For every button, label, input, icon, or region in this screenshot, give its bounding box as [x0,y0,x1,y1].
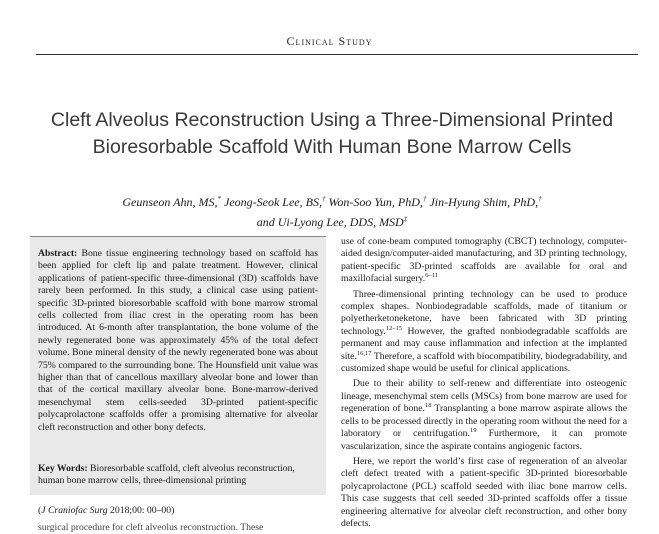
keywords [38,463,318,488]
body-text: Furthermore, it can promote vascularization, since the aspirate contains angiogenic factors. [341,428,627,452]
citation-ref: 18 [424,402,432,410]
truncated-text-line: surgical procedure for cleft alveolus reconstruction. These [38,522,264,533]
citation-ref: 16,17 [356,349,372,357]
author: Geunseon Ahn, MS,* [122,195,221,209]
body-text: Three-dimensional printing technology can be used to produce complex shapes. Nonbiodegradable scaffolds, made of titanium or polyetherketoneketone, have been fabricated with 3D printing technology. [341,288,627,337]
body-text: Transplanting a bone marrow aspirate allows the cells to be processed directly in the operating room without the need for a laboratory or centrifugation. [341,403,627,440]
body-text: use of cone-beam computed tomography (CBCT) technology, computer-aided design/computer-aided manufacturing, and 3D printing technology, patient-specific 3D-printed scaffolds are available for oral and maxillofacial surgery. [341,236,627,285]
author: and Ui-Lyong Lee, DDS, MSD‡ [256,215,408,229]
body-paragraph [341,289,627,376]
citation: (J Craniofac Surg 2018;00: 00–00) [38,505,175,516]
body-paragraph [341,456,627,530]
author-list [30,191,634,231]
keywords-label: Key Words: [38,463,88,474]
body-text-column [341,236,627,533]
body-text: Due to their ability to self-renew and differentiate into osteogenic lineage, mesenchymal stem cells (MSCs) from bone marrow are used for regeneration of bone. [341,378,627,415]
body-text: However, the grafted nonbiodegradable scaffolds are permanent and may cause inflammation and infection at the implanted site. [341,325,627,362]
citation-ref: 12–15 [385,324,403,332]
abstract [38,248,318,434]
article-title: Cleft Alveolus Reconstruction Using a Three-Dimensional Printed Bioresorbable Scaffold With Human Bone Marrow Cells [50,109,614,159]
journal-name: J Craniofac Surg [41,505,108,516]
citation-details: 2018;00: 00–00) [107,505,175,516]
abstract-label: Abstract: [38,248,78,259]
body-text: Here, we report the world’s first case of regeneration of an alveolar cleft defect treated with a patient-specific 3D-printed bioresorbable polycaprolactone (PCL) scaffold seeded with iliac bone marrow cells. This case suggests that cell seeded 3D-printed scaffolds offer a tissue engineering alternative for alveolar cleft reconstruction, and other bony defects. [341,455,627,529]
body-text: Therefore, a scaffold with biocompatibility, biodegradability, and customized shape would be useful for clinical applications. [341,350,627,375]
body-paragraph [341,378,627,452]
section-label: Clinical Study [286,34,373,48]
citation-ref: 6–11 [425,271,438,279]
keywords-text: Bioresorbable scaffold, cleft alveolus reconstruction, human bone marrow cells, three-dimensional printing [38,463,295,487]
author: Jeong-Seok Lee, BS,† [224,195,326,209]
author: Jin-Hyung Shim, PhD,† [429,195,542,209]
author: Won-Soo Yun, PhD,† [328,195,427,209]
citation-ref: 19 [469,426,477,434]
header-rule [36,54,638,55]
abstract-body: Bone tissue engineering technology based on scaffold has been applied for cleft lip and palate treatment. However, clinical applications of patient-specific three-dimensional (3D) scaffolds have rarely been performed. In this study, a clinical case using patient-specific 3D-printed bioresorbable scaffold with bone marrow stromal cells collected from iliac crest in the operating room has been introduced. At 6-month after transplantation, the bone volume of the newly regenerated bone was approximately 45% of the total defect volume. Bone mineral density of the newly regenerated bone was about 75% compared to the surrounding bone. The Hounsfield unit value was higher than that of cancellous maxillary alveolar bone and lower than that of the cortical maxillary alveolar bone. Bone-marrow-derived mesenchymal stem cells-seeded 3D-printed patient-specific polycaprolactone scaffolds offer a promising alternative for alveolar cleft reconstruction and other bony defects. [38,248,318,433]
body-paragraph [341,236,627,286]
